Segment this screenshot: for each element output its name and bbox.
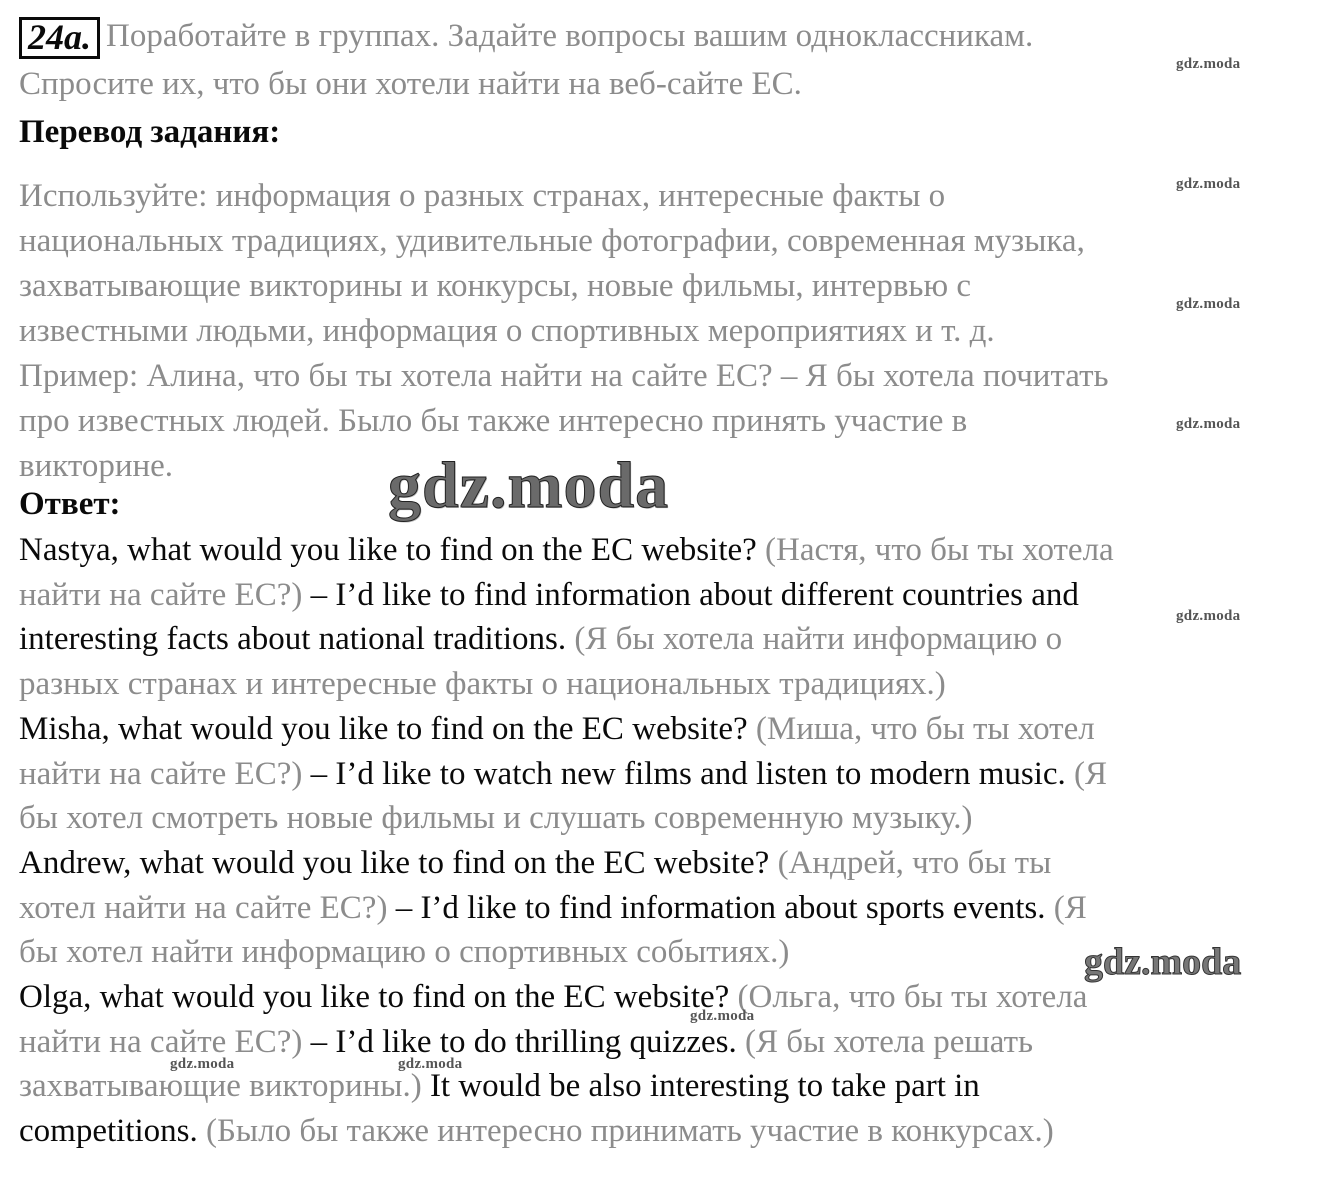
english-segment: It would be also interesting to take part in [421,1068,980,1105]
translation-line: викторине. [19,448,174,484]
answer-line [19,619,1062,659]
answer-line [19,977,1087,1017]
translation-segment: хотел найти на сайте ЕС?) [19,889,388,926]
translation-segment: (Андрей, что бы ты [769,844,1052,881]
answer-line [19,1111,1054,1151]
english-segment: competitions. [19,1113,198,1150]
translation-line: известными людьми, информация о спортивных мероприятиях и т. д. [19,313,995,349]
watermark-small: gdz.moda [1176,608,1241,624]
translation-heading: Перевод задания: [19,114,281,150]
translation-segment: (Ольга, что бы ты хотела [729,979,1088,1015]
translation-segment: найти на сайте ЕС?) [19,576,303,613]
translation-segment: бы хотел смотреть новые фильмы и слушать современную музыку.) [19,800,973,837]
english-segment: – I’d like to find information about different countries and [302,576,1079,613]
answer-line [19,664,946,704]
translation-segment: бы хотел найти информацию о спортивных событиях.) [19,934,790,971]
translation-segment: разных странах и интересные факты о национальных традициях.) [19,666,946,703]
watermark-small: gdz.moda [1176,296,1241,312]
task-text-1: Поработайте в группах. Задайте вопросы вашим одноклассникам. [106,18,1034,54]
answer-heading: Ответ: [19,486,121,522]
task-line-1 [19,16,1033,59]
answer-line [19,798,972,838]
translation-line: Используйте: информация о разных странах, интересные факты о [19,178,946,214]
translation-line: национальных традициях, удивительные фотографии, современная музыка, [19,223,1085,259]
translation-segment: (Было бы также интересно принимать участие в конкурсах.) [197,1113,1054,1150]
answer-line [19,888,1087,928]
answer-line [19,530,1114,570]
watermark-small: gdz.moda [1176,176,1241,192]
translation-segment: (Я бы хотела решать [736,1023,1034,1060]
english-segment: – I’d like to find information about sports events. [387,889,1046,926]
answer-line [19,709,1095,749]
watermark-small: gdz.moda [690,1008,755,1024]
answer-line [19,932,789,972]
answer-line [19,843,1051,883]
watermark-small: gdz.moda [398,1056,463,1072]
english-segment: Nastya, what would you like to find on the EC website? [19,532,757,568]
english-segment: Olga, what would you like to find on the EC website? [19,979,730,1015]
translation-segment: найти на сайте ЕС?) [19,1023,303,1060]
answer-line [19,575,1079,615]
watermark-small: gdz.moda [1176,56,1241,72]
watermark-medium: gdz.moda [1084,941,1242,983]
task-number-badge: 24a. [19,17,100,59]
translation-segment: (Я [1045,889,1087,926]
english-segment: Andrew, what would you like to find on the EC website? [19,844,770,881]
english-segment: – I’d like to do thrilling quizzes. [302,1023,737,1060]
translation-segment: (Настя, что бы ты хотела [756,532,1114,568]
translation-segment: захватывающие викторины.) [19,1068,422,1105]
translation-segment: (Я [1065,755,1108,792]
english-segment: Misha, what would you like to find on the EC website? [19,710,748,747]
translation-segment: (Я бы хотела найти информацию о [566,621,1063,658]
english-segment: interesting facts about national traditions. [19,621,567,658]
translation-line: про известных людей. Было бы также интересно принять участие в [19,403,968,439]
translation-line: Пример: Алина, что бы ты хотела найти на сайте ЕС? – Я бы хотела почитать [19,358,1109,394]
task-line-2: Спросите их, что бы они хотели найти на веб-сайте ЕС. [19,66,802,102]
translation-segment: найти на сайте ЕС?) [19,755,303,792]
watermark-small: gdz.moda [170,1056,235,1072]
watermark-small: gdz.moda [1176,416,1241,432]
translation-line: захватывающие викторины и конкурсы, новые фильмы, интервью с [19,268,972,304]
watermark-large: gdz.moda [388,449,670,522]
answer-line [19,1066,980,1106]
translation-segment: (Миша, что бы ты хотел [747,710,1095,747]
english-segment: – I’d like to watch new films and listen to modern music. [302,755,1066,792]
answer-line [19,754,1107,794]
